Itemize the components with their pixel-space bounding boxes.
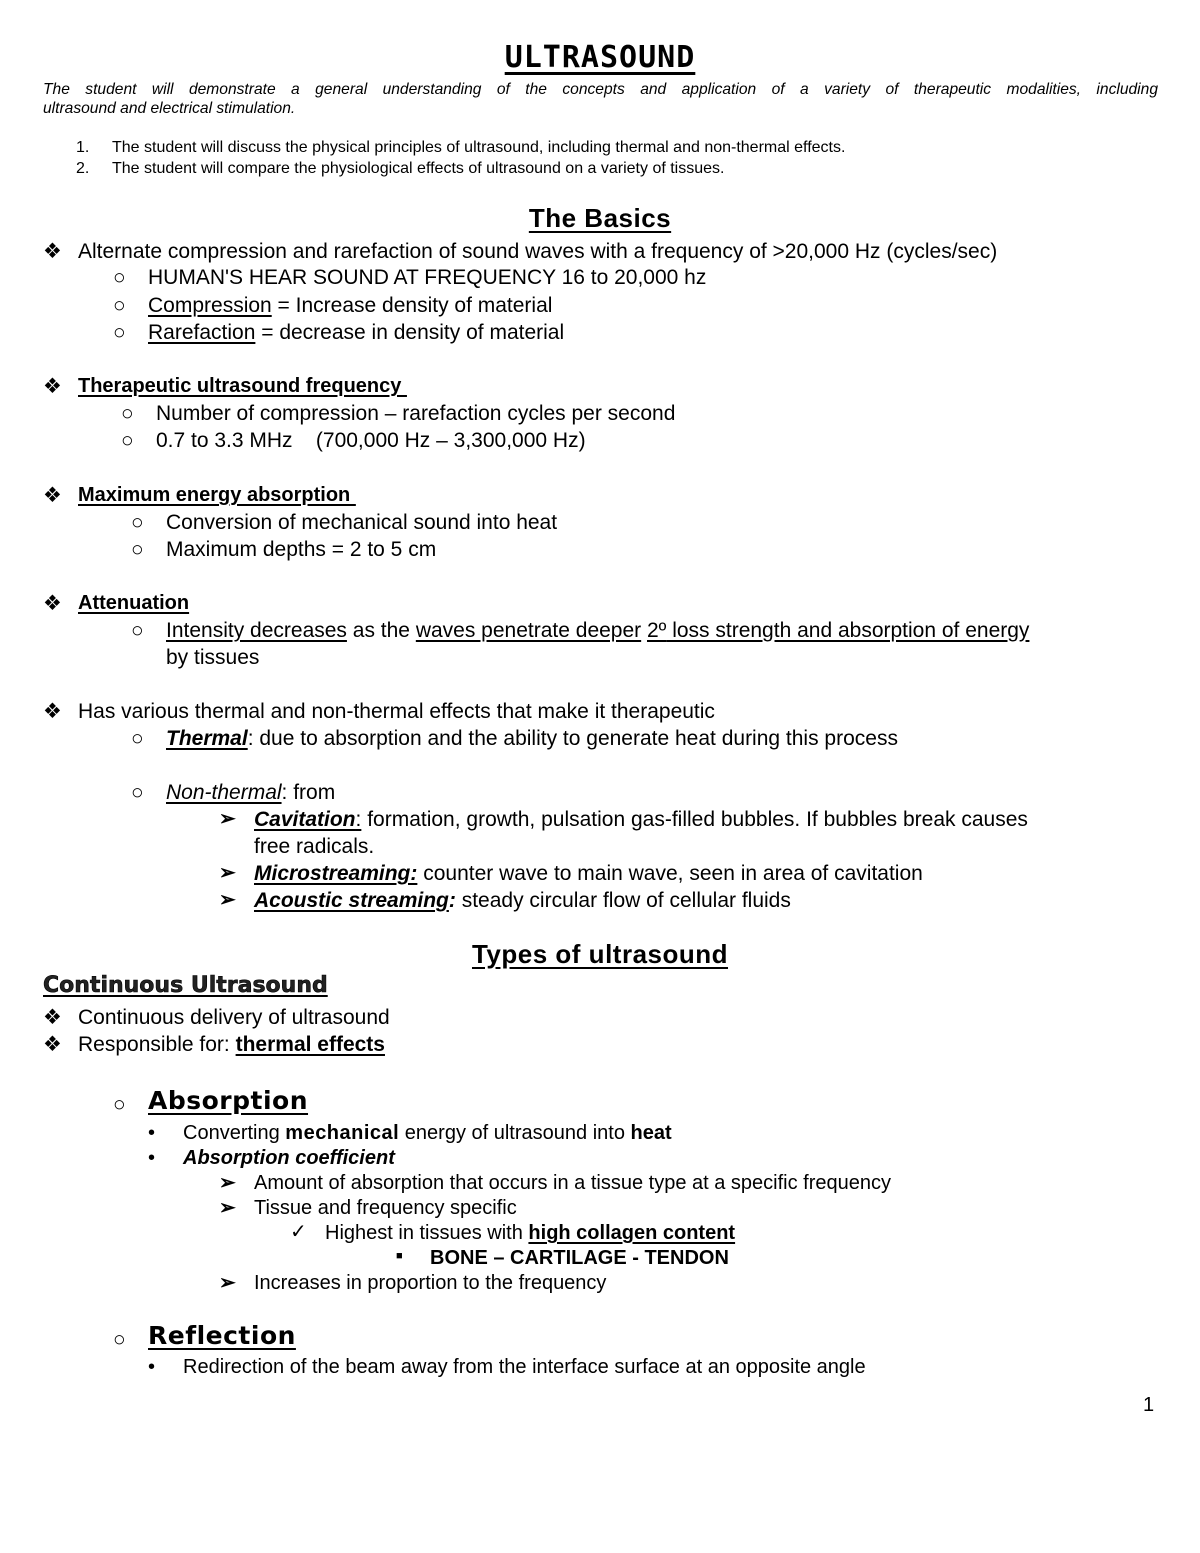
nonthermal-item: Non-thermal: from xyxy=(166,781,336,804)
freq-sub-2: 0.7 to 3.3 MHz (700,000 Hz – 3,300,000 Hz) xyxy=(156,429,586,452)
checkmark-icon: ✓ xyxy=(290,1221,307,1243)
cavitation-item: Cavitation: formation, growth, pulsation gas-filled bubbles. If bubbles break causes xyxy=(254,808,1028,831)
circle-bullet-icon: ○ xyxy=(131,619,144,642)
effects-bullet: Has various thermal and non-thermal effects that make it therapeutic xyxy=(78,700,715,723)
diamond-bullet-icon: ❖ xyxy=(43,592,62,615)
intro-line-1: The student will demonstrate a general understanding of the concepts and application of a variety of therapeutic modalities, including xyxy=(43,81,1158,98)
dot-bullet-icon: • xyxy=(148,1147,156,1169)
reflection-point-1: Redirection of the beam away from the interface surface at an opposite angle xyxy=(183,1356,866,1378)
basics-sub-2: Compression = Increase density of material xyxy=(148,294,553,317)
dot-bullet-icon: • xyxy=(148,1122,156,1144)
circle-bullet-icon: ○ xyxy=(131,511,144,534)
basics-sub-1: HUMAN'S HEAR SOUND AT FREQUENCY 16 to 20,000 hz xyxy=(148,266,707,289)
absorption-sub-4: BONE – CARTILAGE - TENDON xyxy=(430,1247,729,1269)
diamond-bullet-icon: ❖ xyxy=(43,484,62,507)
acoustic-item: Acoustic streaming: steady circular flow of cellular fluids xyxy=(254,889,791,912)
circle-bullet-icon: ○ xyxy=(113,1328,126,1351)
page-title: ULTRASOUND xyxy=(504,40,696,75)
circle-bullet-icon: ○ xyxy=(131,727,144,750)
objective-2-number: 2. xyxy=(76,160,90,177)
continuous-bullet-2: Responsible for: thermal effects xyxy=(78,1033,385,1056)
absorption-sub-5: Increases in proportion to the frequency xyxy=(254,1272,607,1294)
max-heading: Maximum energy absorption xyxy=(78,484,356,506)
arrow-bullet-icon: ➢ xyxy=(219,808,236,830)
objective-1: The student will discuss the physical principles of ultrasound, including thermal and non-thermal effects. xyxy=(112,139,846,156)
freq-heading: Therapeutic ultrasound frequency xyxy=(78,375,407,397)
absorption-point-1: Converting mechanical energy of ultrasound into heat xyxy=(183,1122,672,1144)
page-number: 1 xyxy=(1143,1394,1155,1416)
diamond-bullet-icon: ❖ xyxy=(43,700,62,723)
continuous-bullet-1: Continuous delivery of ultrasound xyxy=(78,1006,390,1029)
circle-bullet-icon: ○ xyxy=(121,402,134,425)
diamond-bullet-icon: ❖ xyxy=(43,240,62,263)
section-heading-types: Types of ultrasound xyxy=(471,939,729,969)
absorption-point-2: Absorption coefficient xyxy=(183,1147,395,1169)
objective-2: The student will compare the physiological effects of ultrasound on a variety of tissues. xyxy=(112,160,725,177)
att-sub-1: Intensity decreases as the waves penetrate deeper 2º loss strength and absorption of energy xyxy=(166,619,1030,642)
att-heading: Attenuation xyxy=(78,592,190,614)
square-bullet-icon: ■ xyxy=(396,1250,403,1262)
absorption-sub-3: Highest in tissues with high collagen content xyxy=(325,1222,736,1244)
freq-sub-1: Number of compression – rarefaction cycles per second xyxy=(156,402,676,425)
circle-bullet-icon: ○ xyxy=(121,429,134,452)
max-sub-2: Maximum depths = 2 to 5 cm xyxy=(166,538,437,561)
circle-bullet-icon: ○ xyxy=(131,781,144,804)
circle-bullet-icon: ○ xyxy=(113,294,126,317)
absorption-sub-2: Tissue and frequency specific xyxy=(254,1197,517,1219)
max-sub-1: Conversion of mechanical sound into heat xyxy=(166,511,558,534)
microstreaming-item: Microstreaming: counter wave to main wave, seen in area of cavitation xyxy=(254,862,923,885)
diamond-bullet-icon: ❖ xyxy=(43,375,62,398)
circle-bullet-icon: ○ xyxy=(113,266,126,289)
arrow-bullet-icon: ➢ xyxy=(219,1197,236,1219)
absorption-heading: Absorption xyxy=(148,1086,309,1115)
absorption-sub-1: Amount of absorption that occurs in a tissue type at a specific frequency xyxy=(254,1172,892,1194)
basics-sub-3: Rarefaction = decrease in density of material xyxy=(148,321,565,344)
diamond-bullet-icon: ❖ xyxy=(43,1006,62,1029)
circle-bullet-icon: ○ xyxy=(131,538,144,561)
arrow-bullet-icon: ➢ xyxy=(219,1172,236,1194)
diamond-bullet-icon: ❖ xyxy=(43,1033,62,1056)
continuous-heading: Continuous Ultrasound xyxy=(43,973,328,998)
intro-line-2: ultrasound and electrical stimulation. xyxy=(43,100,296,117)
cavitation-item-cont: free radicals. xyxy=(254,835,375,858)
reflection-heading: Reflection xyxy=(148,1321,296,1350)
att-sub-1-cont: by tissues xyxy=(166,646,260,669)
arrow-bullet-icon: ➢ xyxy=(219,889,236,911)
circle-bullet-icon: ○ xyxy=(113,1093,126,1116)
circle-bullet-icon: ○ xyxy=(113,321,126,344)
arrow-bullet-icon: ➢ xyxy=(219,862,236,884)
thermal-item: Thermal: due to absorption and the ability to generate heat during this process xyxy=(166,727,898,750)
dot-bullet-icon: • xyxy=(148,1356,156,1378)
arrow-bullet-icon: ➢ xyxy=(219,1272,236,1294)
section-heading-basics: The Basics xyxy=(528,203,672,233)
basics-bullet-1: Alternate compression and rarefaction of sound waves with a frequency of >20,000 Hz (cycles/sec) xyxy=(78,240,998,263)
objective-1-number: 1. xyxy=(76,139,90,156)
